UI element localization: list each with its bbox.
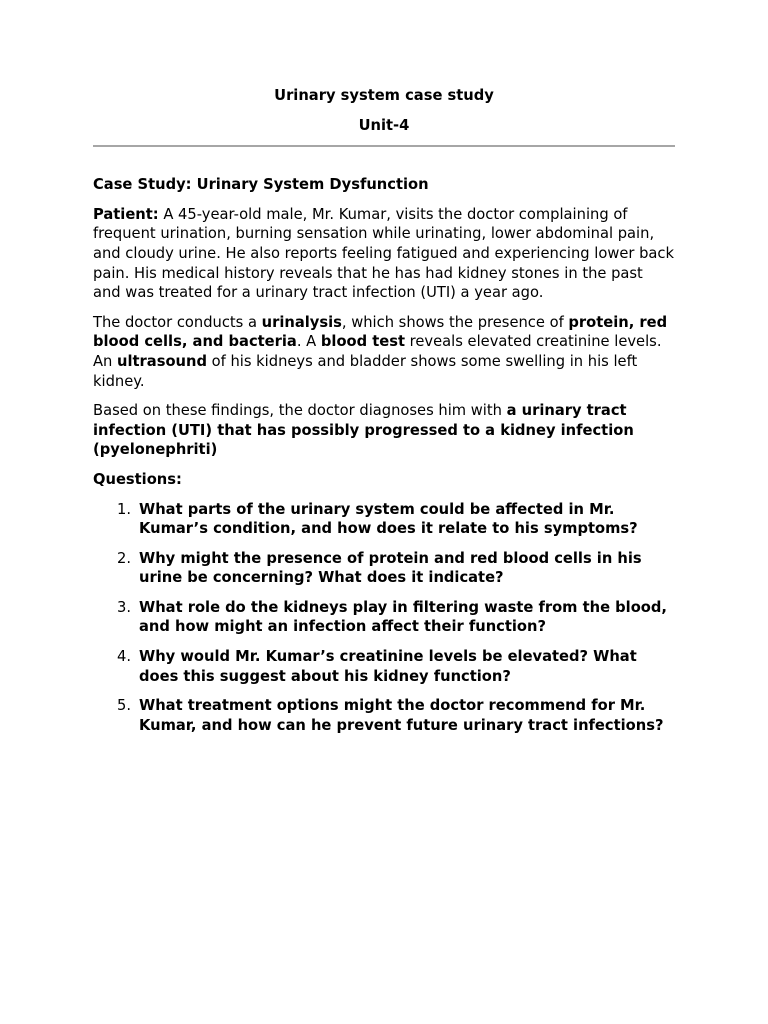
question-text: Why might the presence of protein and red blood cells in his urine be concerning? What does it indicate?	[139, 549, 642, 587]
findings-text-1: The doctor conducts a	[93, 313, 262, 331]
list-item	[93, 696, 675, 735]
question-text: Why would Mr. Kumar’s creatinine levels be elevated? What does this suggest about his kidney function?	[139, 648, 637, 685]
ultrasound-term: ultrasound	[117, 352, 207, 370]
urinalysis-results: protein, red blood cells, and bacteria	[93, 313, 668, 351]
diagnosis-intro: Based on these findings, the doctor diagnoses him with	[93, 402, 507, 420]
blood-test-term: blood test	[320, 333, 405, 351]
question-number: 3.	[117, 598, 132, 616]
patient-text: A 45-year-old male, Mr. Kumar, visits the doctor complaining of frequent urination, burning sensation while urinating, lower abdominal pain, and cloudy urine. He also reports feeling fatigued and experiencing lower back pain. His medical history reveals that he has had kidney stones in the past and was treated for a urinary tract infection (UTI) a year ago.	[93, 205, 675, 302]
question-text: What role do the kidneys play in filtering waste from the blood, and how might an infection affect their function?	[139, 598, 667, 636]
diagnosis-paragraph	[93, 401, 675, 460]
document-title: Urinary system case study	[274, 87, 494, 104]
findings-text-5: of his kidneys and bladder shows some swelling in his left kidney.	[93, 352, 638, 390]
findings-text-2: , which shows the presence of	[341, 313, 569, 331]
unit-label: Unit-4	[358, 116, 410, 134]
findings-text-3: . A	[296, 333, 321, 351]
question-number: 5.	[117, 697, 132, 715]
list-item	[93, 549, 675, 588]
urinalysis-term: urinalysis	[261, 313, 342, 331]
list-item	[93, 647, 675, 686]
question-text: What treatment options might the doctor recommend for Mr. Kumar, and how can he prevent future urinary tract infections?	[139, 697, 664, 734]
patient-label: Patient:	[93, 205, 159, 223]
document-page	[93, 86, 675, 745]
question-number: 1.	[117, 500, 132, 518]
horizontal-divider	[93, 145, 675, 147]
question-number: 4.	[117, 648, 132, 666]
questions-list	[93, 500, 675, 736]
list-item	[93, 500, 675, 539]
findings-paragraph	[93, 313, 675, 391]
patient-paragraph	[93, 205, 675, 303]
questions-heading: Questions:	[93, 470, 182, 488]
findings-text-4: reveals elevated creatinine levels. An	[93, 333, 662, 370]
diagnosis-text: a urinary tract infection (UTI) that has possibly progressed to a kidney infection (pyelonephriti)	[93, 402, 634, 459]
case-study-heading: Case Study: Urinary System Dysfunction	[93, 176, 429, 194]
question-text: What parts of the urinary system could be affected in Mr. Kumar’s condition, and how does it relate to his symptoms?	[139, 500, 638, 538]
list-item	[93, 598, 675, 637]
question-number: 2.	[117, 549, 132, 567]
